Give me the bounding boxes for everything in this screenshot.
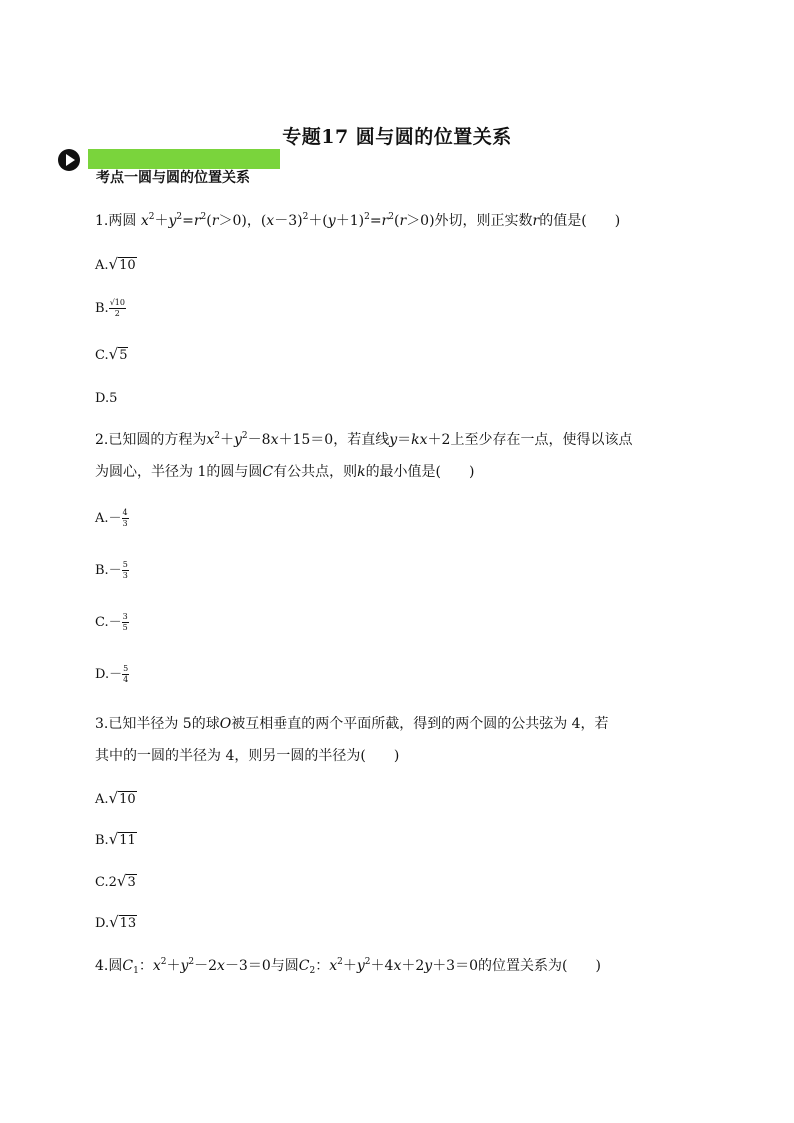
q3-option-a: A.√10: [95, 789, 136, 807]
q1-option-d: D.5: [95, 391, 118, 406]
section-highlight-bar: [88, 149, 280, 169]
question-3-line-1: 3.已知半径为 5的球O被互相垂直的两个平面所截，得到的两个圆的公共弦为 4，若: [95, 716, 609, 732]
q2-option-c: C.－ $\frac{3}{5}$: [95, 612, 128, 632]
q2-option-a: A.－ $\frac{4}{3}$: [95, 508, 128, 528]
question-2-line-1: 2.已知圆的方程为$x^2+y^2-8x+15=0$，若直线y＝kx＋2上至少存在一点，使得以该点: [95, 431, 633, 448]
question-1: 1.两圆 $x^2+y^2=r^2(r>0)$，$(x-3)^2+(y+1)^2=r^2(r>0)$外切，则正实数r的值是( ): [95, 212, 621, 229]
section-title: 考点一圆与圆的位置关系: [96, 170, 250, 186]
q1-option-a: A.√10: [95, 255, 136, 273]
q2-option-b: B.－ $\frac{5}{3}$: [95, 560, 128, 580]
q2-option-d: D.－ $\frac{5}{4}$: [95, 664, 129, 684]
question-2-line-2: 为圆心，半径为 1的圆与圆C有公共点，则k的最小值是( ): [95, 464, 475, 480]
q3-option-b: B.√11: [95, 830, 136, 848]
question-3-line-2: 其中的一圆的半径为 4，则另一圆的半径为( ): [95, 748, 400, 764]
question-4: 4.圆$C_1$：$x^2+y^2-2x-3=0$与圆$C_2$：$x^2+y^2+4x+2y+3=0$的位置关系为( ): [95, 957, 601, 976]
play-circle-icon: [57, 148, 81, 172]
page-title: 专题17 圆与圆的位置关系: [282, 126, 512, 148]
q3-option-d: D.√13: [95, 913, 137, 931]
q3-option-c: C.2√3: [95, 872, 136, 890]
q1-option-c: C.√5: [95, 345, 128, 363]
q1-option-b: B. $\frac{√10}{2}$: [95, 298, 125, 318]
